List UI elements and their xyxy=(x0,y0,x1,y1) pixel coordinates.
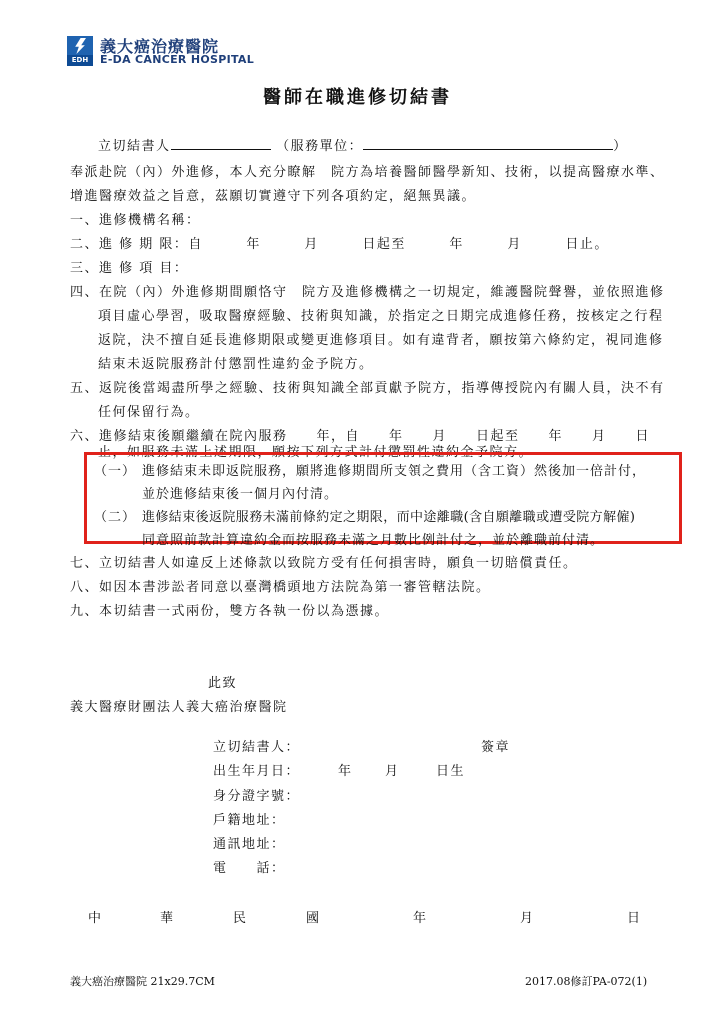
phone-label: 電 話： xyxy=(213,861,286,876)
lightning-icon xyxy=(74,38,86,54)
footer-left: 義大癌治療醫院 21x29.7CM xyxy=(70,975,215,988)
household-address-label: 戶籍地址： xyxy=(213,813,286,828)
clause-3: 三、進 修 項 目： xyxy=(70,261,189,276)
unit-label: （服務單位： xyxy=(276,139,364,154)
clause-6-line-1: 六、進修結束後願繼續在院內服務 年，自 年 月 日起至 年 月 日 xyxy=(70,429,651,444)
closing-salutation: 此致 xyxy=(208,676,238,691)
clause-7: 七、立切結書人如違反上述條款以致院方受有任何損害時，願負一切賠償責任。 xyxy=(70,556,578,571)
date-day: 日 xyxy=(627,911,642,926)
subclause-2-number: （二） xyxy=(94,510,137,525)
unit-close: ） xyxy=(613,139,628,154)
subclause-1-number: （一） xyxy=(94,464,137,479)
signer-label: 立切結書人 xyxy=(98,139,171,154)
subclause-2-line-2: 同意照前款計算違約金而按服務未滿之月數比例計付之，並於離職前付清。 xyxy=(142,533,605,548)
clause-1: 一、進修機構名稱： xyxy=(70,213,201,228)
date-guo: 國 xyxy=(306,911,321,926)
closing-recipient: 義大醫療財團法人義大癌治療醫院 xyxy=(70,700,288,715)
date-hua: 華 xyxy=(160,911,175,926)
clause-5-line-2: 任何保留行為。 xyxy=(98,405,200,420)
mailing-address-label: 通訊地址： xyxy=(213,837,286,852)
dob-label: 出生年月日： xyxy=(213,764,301,779)
hospital-name-english: E-DA CANCER HOSPITAL xyxy=(100,53,255,66)
subclause-1-line-1: 進修結束未即返院服務，願將進修期間所支領之費用（含工資）然後加一倍計付， xyxy=(142,464,647,479)
subclause-1-line-2: 並於進修結束後一個月內付清。 xyxy=(142,487,339,502)
date-year: 年 xyxy=(413,911,428,926)
signer-blank xyxy=(171,137,271,150)
dob-year: 年 xyxy=(338,764,353,779)
id-number-label: 身分證字號： xyxy=(213,789,301,804)
clause-9: 九、本切結書一式兩份，雙方各執一份以為憑據。 xyxy=(70,604,390,619)
date-zhong: 中 xyxy=(88,911,103,926)
seal-label: 簽章 xyxy=(481,740,511,755)
signer-line xyxy=(98,135,628,154)
date-min: 民 xyxy=(233,911,248,926)
subclause-2-line-1: 進修結束後返院服務未滿前條約定之期限，而中途離職(含自願離職或遭受院方解僱) xyxy=(142,510,636,525)
clause-4-line-4: 結束未返院服務計付懲罰性違約金予院方。 xyxy=(98,357,374,372)
clause-4-line-1: 四、在院（內）外進修期間願恪守 院方及進修機構之一切規定，維護醫院聲譽，並依照進修 xyxy=(70,285,665,300)
clause-8: 八、如因本書涉訟者同意以臺灣橋頭地方法院為第一審管轄法院。 xyxy=(70,580,491,595)
dob-day: 日生 xyxy=(436,764,466,779)
dob-month: 月 xyxy=(385,764,400,779)
intro-para-2: 增進醫療效益之旨意，茲願切實遵守下列各項約定，絕無異議。 xyxy=(70,189,477,204)
signer-field-label: 立切結書人： xyxy=(213,740,301,755)
logo-initials: EDH xyxy=(67,55,93,66)
footer-right: 2017.08修訂PA-072(1) xyxy=(525,975,648,988)
clause-4-line-2: 項目虛心學習，吸取醫療經驗、技術與知識，於指定之日期完成進修任務，按核定之行程 xyxy=(98,309,664,324)
clause-6-line-2: 止，如服務未滿上述期限，願按下列方式計付懲罰性違約金予院方。 xyxy=(98,445,534,460)
clause-2: 二、進 修 期 限：自 年 月 日起至 年 月 日止。 xyxy=(70,237,609,252)
intro-para-1: 奉派赴院（內）外進修，本人充分瞭解 院方為培養醫師醫學新知、技術，以提高醫療水準、 xyxy=(70,165,665,180)
hospital-name-chinese: 義大癌治療醫院 xyxy=(100,37,220,56)
clause-5-line-1: 五、返院後當竭盡所學之經驗、技術與知識全部貢獻予院方，指導傳授院內有關人員，決不有 xyxy=(70,381,665,396)
unit-blank xyxy=(363,137,613,150)
date-month: 月 xyxy=(520,911,535,926)
document-title: 醫師在職進修切結書 xyxy=(263,87,452,108)
clause-4-line-3: 返院，決不擅自延長進修期限或變更進修項目。如有違背者，願按第六條約定，視同進修 xyxy=(98,333,664,348)
hospital-logo-mark xyxy=(67,36,93,66)
